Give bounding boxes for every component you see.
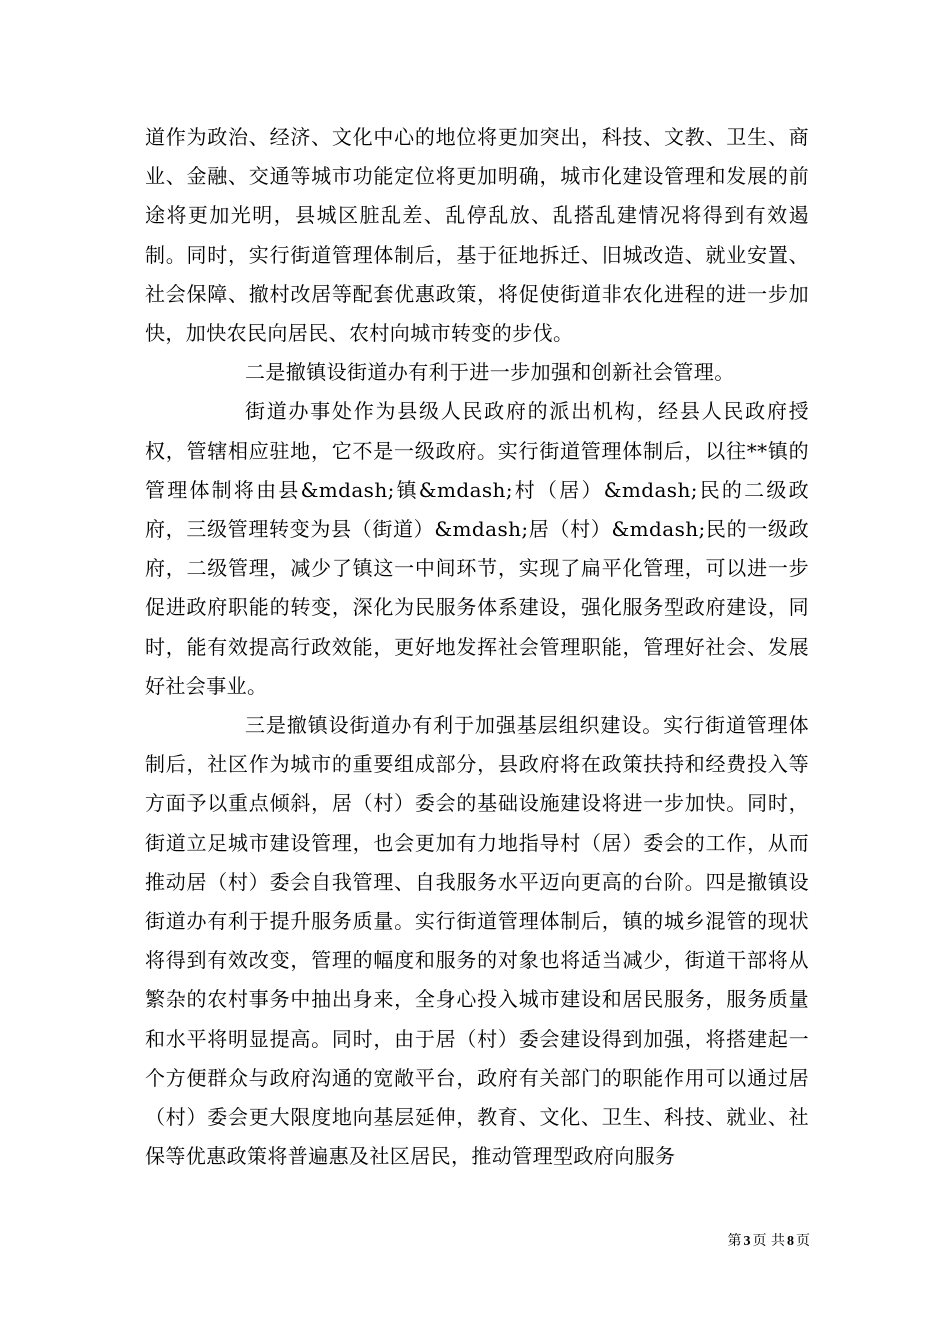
footer-middle: 页 共	[752, 1233, 785, 1249]
footer-total-pages: 8	[787, 1234, 794, 1249]
paragraph-4: 三是撤镇设街道办有利于加强基层组织建设。实行街道管理体制后，社区作为城市的重要组成部分，县政府将在政策扶持和经费投入等方面予以重点倾斜，居（村）委会的基础设施建设将进一步加快。同时，街道立足城市建设管理，也会更加有力地指导村（居）委会的工作，从而推动居（村）委会自我管理、自我服务水平迈向更高的台阶。四是撤镇设街道办有利于提升服务质量。实行街道管理体制后，镇的城乡混管的现状将得到有效改变，管理的幅度和服务的对象也将适当减少，街道干部将从繁杂的农村事务中抽出身来，全身心投入城市建设和居民服务，服务质量和水平将明显提高。同时，由于居（村）委会建设得到加强，将搭建起一个方便群众与政府沟通的宽敞平台，政府有关部门的职能作用可以通过居（村）委会更大限度地向基层延伸，教育、文化、卫生、科技、就业、社保等优惠政策将普遍惠及社区居民，推动管理型政府向服务	[145, 713, 809, 1169]
paragraph-3: 街道办事处作为县级人民政府的派出机构，经县人民政府授权，管辖相应驻地，它不是一级政府。实行街道管理体制后，以往**镇的管理体制将由县&mdash;镇&mdash;村（居）&mdash;民的二级政府，三级管理转变为县（街道）&mdash;居（村）&mdash;民的一级政府，二级管理，减少了镇这一中间环节，实现了扁平化管理，可以进一步促进政府职能的转变，深化为民服务体系建设，强化服务型政府建设，同时，能有效提高行政效能，更好地发挥社会管理职能，管理好社会、发展好社会事业。	[145, 399, 809, 698]
document-body	[145, 118, 809, 1176]
footer-current-page: 3	[743, 1234, 751, 1249]
footer-suffix: 页	[796, 1233, 810, 1249]
paragraph-2: 二是撤镇设街道办有利于进一步加强和创新社会管理。	[245, 360, 735, 385]
paragraph-1: 道作为政治、经济、文化中心的地位将更加突出，科技、文教、卫生、商业、金融、交通等城市功能定位将更加明确，城市化建设管理和发展的前途将更加光明，县城区脏乱差、乱停乱放、乱搭乱建情况将得到有效遏制。同时，实行街道管理体制后，基于征地拆迁、旧城改造、就业安置、社会保障、撤村改居等配套优惠政策，将促使街道非农化进程的进一步加快，加快农民向居民、农村向城市转变的步伐。	[145, 125, 809, 346]
footer-prefix: 第	[727, 1233, 742, 1249]
page-footer	[0, 1232, 950, 1251]
